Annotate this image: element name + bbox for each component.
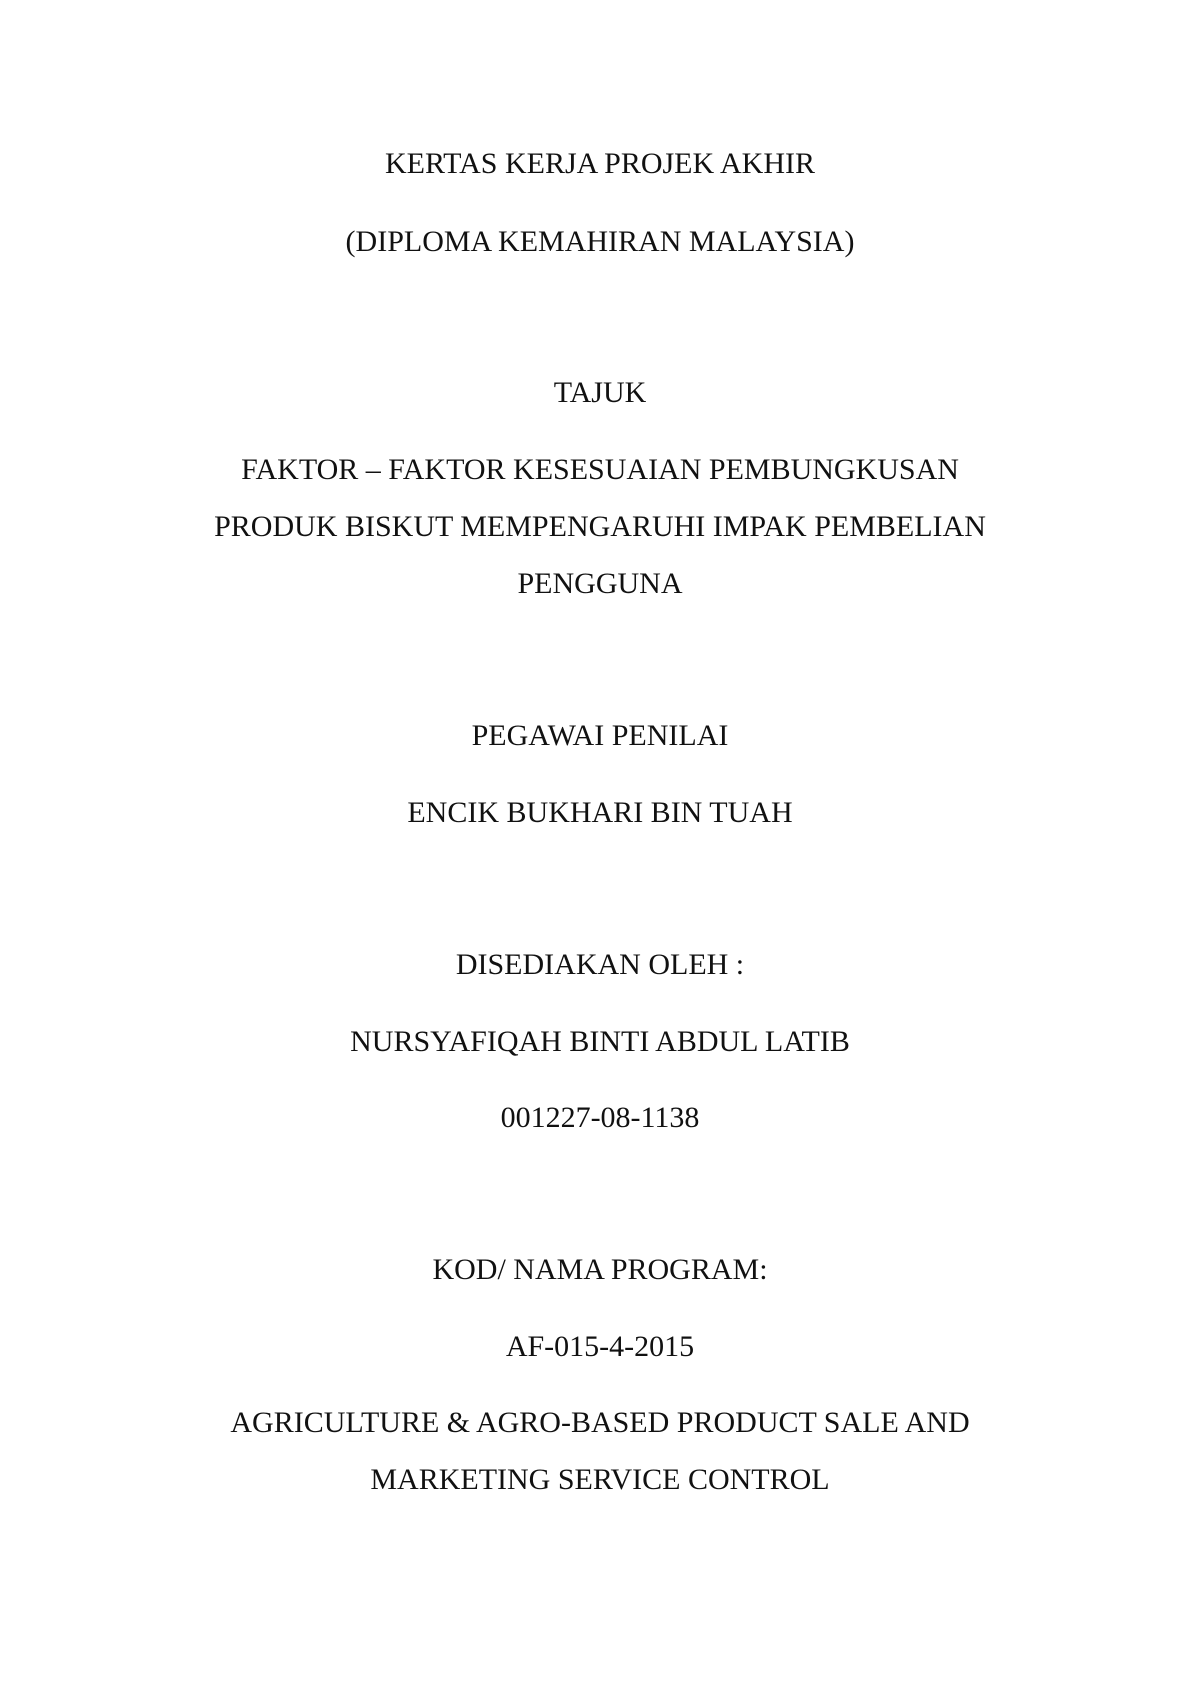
- program-code: AF-015-4-2015: [505, 1330, 695, 1363]
- assessor-name: ENCIK BUKHARI BIN TUAH: [407, 796, 793, 829]
- header-line-1: KERTAS KERJA PROJEK AKHIR: [384, 147, 816, 180]
- title-label: TAJUK: [553, 376, 647, 409]
- title-line-1: FAKTOR – FAKTOR KESESUAIAN PEMBUNGKUSAN: [241, 453, 959, 486]
- program-name-line-1: AGRICULTURE & AGRO-BASED PRODUCT SALE AND: [230, 1406, 970, 1439]
- header-line-2: (DIPLOMA KEMAHIRAN MALAYSIA): [345, 225, 855, 258]
- assessor-label: PEGAWAI PENILAI: [471, 719, 729, 752]
- prepared-by-id-number: 001227-08-1138: [500, 1101, 700, 1134]
- prepared-by-name: NURSYAFIQAH BINTI ABDUL LATIB: [350, 1025, 850, 1058]
- program-name-line-2: MARKETING SERVICE CONTROL: [370, 1463, 830, 1496]
- program-label: KOD/ NAMA PROGRAM:: [432, 1253, 768, 1286]
- title-line-2: PRODUK BISKUT MEMPENGARUHI IMPAK PEMBELIAN: [214, 510, 986, 543]
- title-line-3: PENGGUNA: [517, 567, 683, 600]
- prepared-by-label: DISEDIAKAN OLEH :: [455, 948, 745, 981]
